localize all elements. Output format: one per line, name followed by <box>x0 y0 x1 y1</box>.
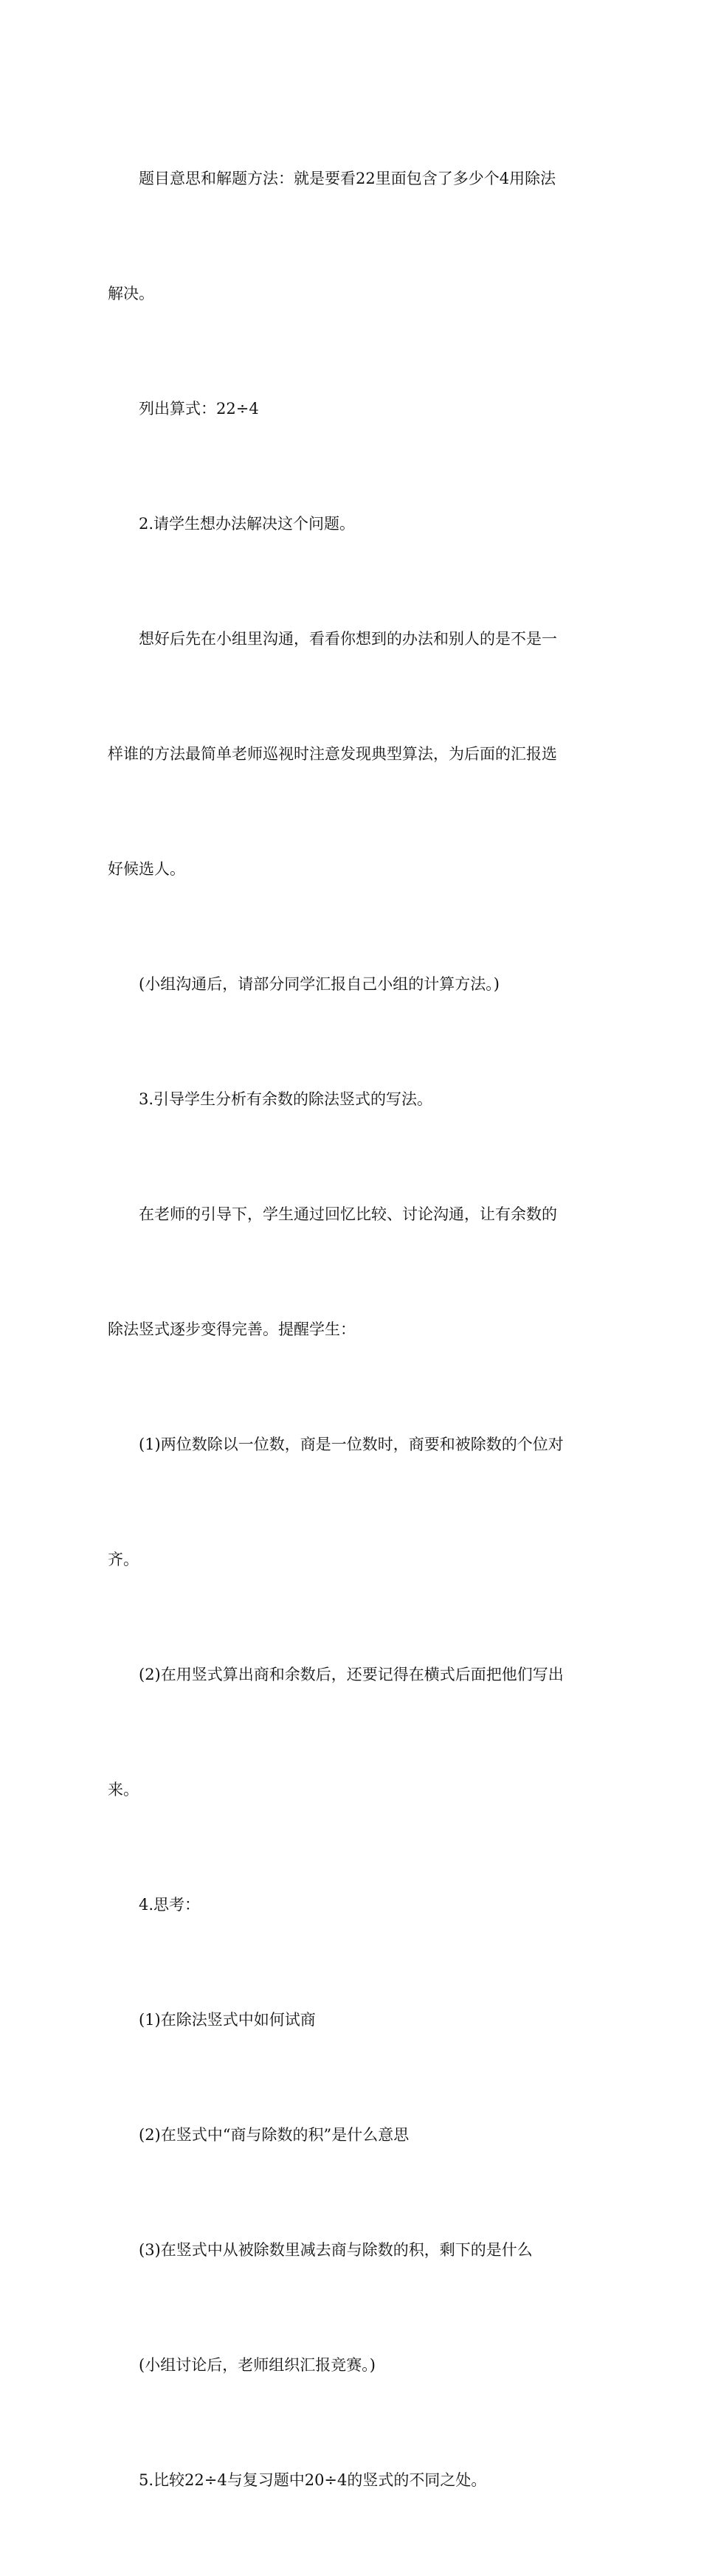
text-line: 好候选人。 <box>108 860 185 878</box>
text-line: 题目意思和解题方法：就是要看22里面包含了多少个4用除法 <box>108 170 556 187</box>
text-line: (2)在用竖式算出商和余数后，还要记得在横式后面把他们写出 <box>108 1666 564 1683</box>
text-line: (1)在除法竖式中如何试商 <box>108 2011 316 2029</box>
text-line: 3.引导学生分析有余数的除法竖式的写法。 <box>108 1090 433 1108</box>
text-line: (小组讨论后，老师组织汇报竞赛。) <box>108 2356 376 2374</box>
text-line: (小组沟通后，请部分同学汇报自己小组的计算方法。) <box>108 975 500 993</box>
text-line: 齐。 <box>108 1551 139 1568</box>
text-line: (3)在竖式中从被除数里减去商与除数的积，剩下的是什么 <box>108 2241 533 2259</box>
document-body <box>108 83 595 2576</box>
text-line: (1)两位数除以一位数，商是一位数时，商要和被除数的个位对 <box>108 1436 564 1453</box>
text-line: 4.思考： <box>108 1896 201 1914</box>
text-line: (2)在竖式中“商与除数的积”是什么意思 <box>108 2126 410 2144</box>
text-line: 列出算式：22÷4 <box>108 400 259 418</box>
text-line: 在老师的引导下，学生通过回忆比较、讨论沟通，让有余数的 <box>108 1205 557 1223</box>
text-line: 除法竖式逐步变得完善。提醒学生： <box>108 1320 356 1338</box>
text-line: 样谁的方法最简单老师巡视时注意发现典型算法，为后面的汇报选 <box>108 745 557 763</box>
text-line: 解决。 <box>108 285 154 302</box>
text-line: 2.请学生想办法解决这个问题。 <box>108 515 356 533</box>
text-line: 想好后先在小组里沟通，看看你想到的办法和别人的是不是一 <box>108 630 557 648</box>
text-line: 来。 <box>108 1781 139 1798</box>
text-line: 5.比较22÷4与复习题中20÷4的竖式的不同之处。 <box>108 2471 487 2489</box>
